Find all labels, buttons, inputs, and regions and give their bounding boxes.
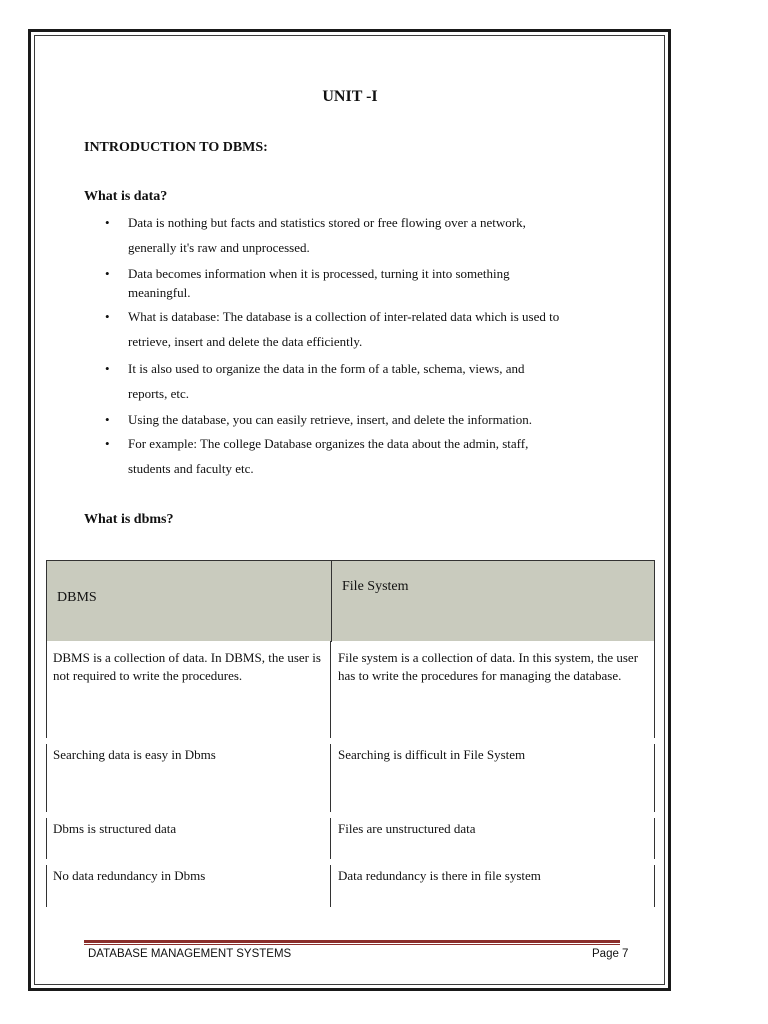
bullet-icon: • [105,266,110,281]
table-row [46,865,655,907]
table-cell: DBMS is a collection of data. In DBMS, the user is not required to write the procedures. [53,650,321,683]
list-item-line: students and faculty etc. [128,461,254,476]
bullet-icon: • [105,412,110,427]
page-number: Page 7 [592,948,629,960]
list-item-line: Data becomes information when it is processed, turning it into something [128,266,510,281]
subheading-what-is-data: What is data? [84,189,168,204]
list-item-line: What is database: The database is a collection of inter-related data which is used to [128,309,560,324]
section-heading: INTRODUCTION TO DBMS: [84,140,268,155]
list-item-line: generally it's raw and unprocessed. [128,240,310,255]
list-item-line: Data is nothing but facts and statistics stored or free flowing over a network, [128,215,526,230]
list-item-line: reports, etc. [128,386,190,401]
bullet-icon: • [105,361,110,376]
list-item-line: It is also used to organize the data in the form of a table, schema, views, and [128,361,525,376]
table-cell: Data redundancy is there in file system [338,868,541,883]
list-item-line: retrieve, insert and delete the data efficiently. [128,334,363,349]
list-item-line: meaningful. [128,285,191,300]
table-row [46,744,655,812]
table-cell: Searching is difficult in File System [338,747,526,762]
header-cell-dbms: DBMS [57,590,97,605]
list-item-line: For example: The college Database organizes the data about the admin, staff, [128,436,529,451]
footer-rule [84,940,620,943]
table-cell: File system is a collection of data. In this system, the user has to write the procedures for managing the database. [338,650,639,683]
footer-rule-thin [84,944,620,945]
subheading-what-is-dbms: What is dbms? [84,512,174,527]
page-title: UNIT -I [322,88,378,105]
table-row [46,641,655,738]
table-row [46,818,655,859]
table-header [46,560,655,641]
table-cell: No data redundancy in Dbms [53,868,206,883]
bullet-icon: • [105,215,110,230]
bullet-icon: • [105,309,110,324]
bullet-icon: • [105,436,110,451]
table-cell: Searching data is easy in Dbms [53,747,216,762]
table-cell: Dbms is structured data [53,821,177,836]
header-cell-file-system: File System [342,579,409,594]
footer-title: DATABASE MANAGEMENT SYSTEMS [88,948,292,960]
list-item-line: Using the database, you can easily retrieve, insert, and delete the information. [128,412,532,427]
table-cell: Files are unstructured data [338,821,476,836]
